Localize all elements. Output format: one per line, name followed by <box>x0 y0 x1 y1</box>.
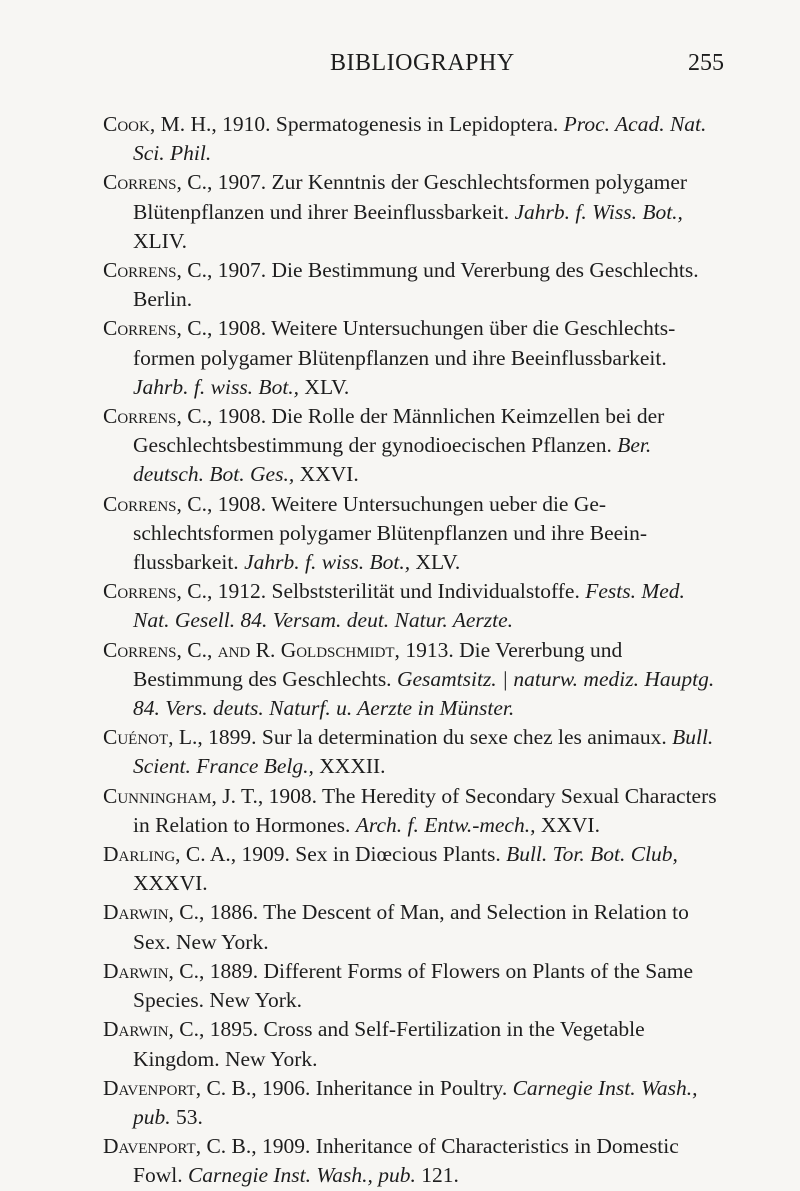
entry-tail: XXVI. <box>535 812 600 837</box>
bibliography-entry <box>103 256 725 314</box>
entry-text: 1895. Cross and Self-Fertilization in the Vegetable Kingdom. New York. <box>133 1017 645 1071</box>
bibliography-entry <box>103 1074 725 1132</box>
entry-tail: 121. <box>415 1163 459 1188</box>
entry-journal: Arch. f. Entw.-mech., <box>355 812 536 837</box>
bibliography-entry <box>103 840 725 898</box>
bibliography-entry <box>103 168 725 256</box>
entry-author: Darwin, C., <box>103 958 205 983</box>
entry-text: 1906. Inheritance in Poultry. <box>256 1075 513 1100</box>
entry-tail: XXXVI. <box>133 871 208 896</box>
entry-journal: Jahrb. f. wiss. Bot., <box>133 374 300 399</box>
entry-journal: Jahrb. f. Wiss. Bot., <box>514 199 683 224</box>
running-header <box>0 50 800 90</box>
bibliography-entry <box>103 314 725 402</box>
entry-author: Darwin, C., <box>103 1017 205 1042</box>
entry-author: Davenport, C. B., <box>103 1134 257 1159</box>
bibliography-entry <box>103 957 725 1015</box>
bibliography-entry <box>103 898 725 956</box>
entry-text: 1889. Different Forms of Flowers on Plants of the Same Species. New York. <box>133 958 694 1013</box>
entry-tail: XXVI. <box>294 462 359 487</box>
entry-author: Correns, C., <box>103 258 213 283</box>
bibliography-entry <box>103 402 725 490</box>
entry-journal: Carnegie Inst. Wash., pub. <box>187 1163 416 1188</box>
entry-journal: Carnegie Inst. Wash., pub. <box>133 1075 698 1129</box>
entry-text: 1910. Spermatogenesis in Lepidoptera. <box>216 112 564 136</box>
entry-text: 1899. Sur la determination du sexe chez les animaux. <box>202 725 673 750</box>
entry-text: 1908. Die Rolle der Männlichen Keimzellen bei der Geschlechtsbestimmung der gynodioecischen Pflanzen. <box>133 404 665 458</box>
entry-author: Cook, M. H., <box>103 112 217 136</box>
bibliography-entry <box>103 577 725 635</box>
entry-tail: XLV. <box>299 374 350 399</box>
entry-tail: 53. <box>170 1104 203 1129</box>
entry-text: 1908. Weitere Untersuchungen über die Geschlechtsformen polygamer Blütenpflanzen und ihre Beeinflussbarkeit. <box>133 316 676 370</box>
entry-author: Correns, C., <box>103 491 213 516</box>
entry-text: 1907. Zur Kenntnis der Geschlechtsformen polygamer Blütenpflanzen und ihrer Beeinflussbarkeit. <box>133 170 688 224</box>
entry-text: 1913. Die Vererbung und Bestimmung des Geschlechts. <box>133 637 623 691</box>
entry-journal: Bull. Scient. France Belg., <box>133 725 714 779</box>
running-title: BIBLIOGRAPHY <box>330 50 515 76</box>
entry-journal: Bull. Tor. Bot. Club, <box>506 842 678 867</box>
entry-text: 1912. Selbststerilität und Individualstoffe. <box>212 579 586 604</box>
bibliography-entry <box>103 636 725 724</box>
entry-journal: Jahrb. f. wiss. Bot., <box>244 550 411 575</box>
bibliography-entry <box>103 1132 725 1190</box>
entry-tail: XLV. <box>410 550 461 575</box>
entry-author: Correns, C., <box>103 579 213 604</box>
bibliography-entry <box>103 782 725 840</box>
entry-text: 1909. Inheritance of Characteristics in Domestic Fowl. <box>133 1134 679 1188</box>
entry-text: 1886. The Descent of Man, and Selection in Relation to Sex. New York. <box>133 900 689 954</box>
entry-author: Cuénot, L., <box>103 725 203 750</box>
entry-text: 1909. Sex in Diœcious Plants. <box>236 842 507 867</box>
entry-text: 1907. Die Bestimmung und Vererbung des Geschlechts. Berlin. <box>133 258 699 312</box>
bibliography-list <box>103 110 725 1191</box>
entry-author: Correns, C., <box>103 404 213 429</box>
bibliography-entry <box>103 110 725 168</box>
entry-author: Correns, C., <box>103 170 213 195</box>
entry-author: Cunningham, J. T., <box>103 783 264 808</box>
entry-journal: Ber. deutsch. Bot. Ges., <box>133 433 652 487</box>
entry-text: 1908. Weitere Untersuchungen ueber die Geschlechtsformen polygamer Blütenpflanzen und ihre Beeinflussbarkeit. <box>133 491 648 575</box>
entry-journal: Gesamtsitz. | naturw. mediz. Hauptg. 84. Vers. deuts. Naturf. u. Aerzte in Münster. <box>133 666 715 721</box>
entry-author: Davenport, C. B., <box>103 1075 257 1100</box>
entry-journal: Fests. Med. Nat. Gesell. 84. Versam. deut. Natur. Aerzte. <box>133 579 685 633</box>
entry-author: Correns, C., <box>103 316 213 341</box>
entry-tail: XXXII. <box>313 754 386 779</box>
page-number: 255 <box>688 50 724 76</box>
entry-author: Correns, C., and R. Goldschmidt, <box>103 637 400 662</box>
entry-tail: XLIV. <box>133 228 187 253</box>
entry-journal: Proc. Acad. Nat. Sci. Phil. <box>133 112 707 166</box>
bibliography-entry <box>103 490 725 578</box>
bibliography-entry <box>103 723 725 781</box>
bibliography-entry <box>103 1015 725 1073</box>
entry-author: Darwin, C., <box>103 900 205 925</box>
entry-text: 1908. The Heredity of Secondary Sexual Characters in Relation to Hormones. <box>133 783 717 837</box>
entry-author: Darling, C. A., <box>103 842 237 867</box>
